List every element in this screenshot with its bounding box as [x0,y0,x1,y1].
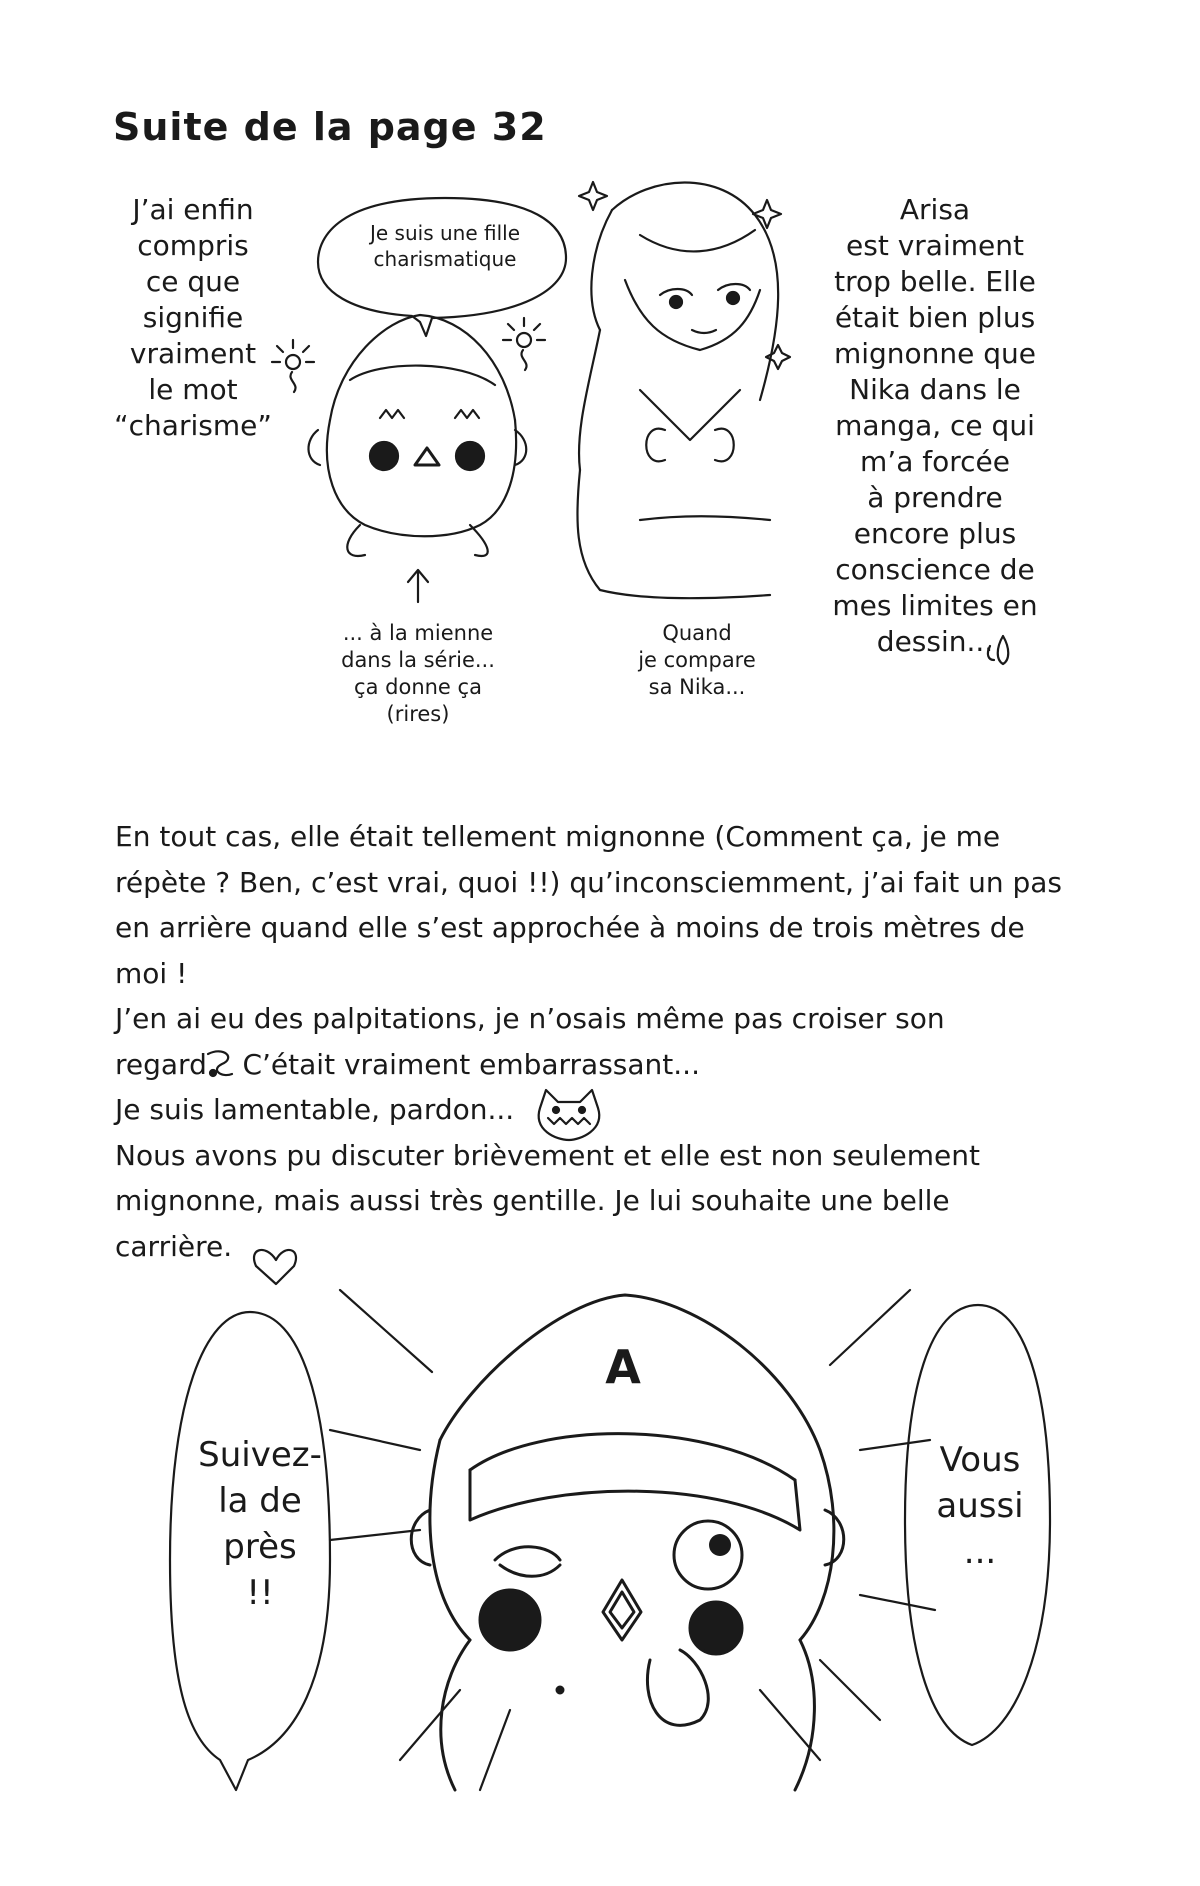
bubble-line: près [223,1527,297,1567]
bubble-line: ... [963,1532,997,1572]
bubble-line: la de [218,1481,302,1521]
caption-line: ... à la mienne [342,621,494,645]
page-title: Suite de la page 32 [113,105,547,149]
note-line: est vraiment [846,229,1024,262]
note-line: le mot [148,373,238,406]
caption-line: (rires) [386,702,450,726]
note-line: Arisa [899,193,971,226]
note-line: Nika dans le [849,373,1021,406]
note-line: mes limites en [832,589,1038,622]
left-note [98,192,288,444]
note-line: m’a forcée [860,445,1010,478]
note-line: mignonne que [833,337,1037,370]
body-text [115,814,1075,1269]
note-line: J’ai enfin [132,193,254,226]
note-line: à prendre [867,481,1003,514]
body-paragraph: Je suis lamentable, pardon... [115,1093,515,1126]
caption-mine [318,620,518,728]
note-line: manga, ce qui [835,409,1035,442]
bubble-line: !! [246,1573,274,1613]
note-line: dessin... [876,625,994,658]
note-line: était bien plus [834,301,1036,334]
speech-line: Je suis une fille [369,221,521,245]
caption-line: dans la série... [341,648,495,672]
note-line: “charisme” [114,409,272,442]
bubble-line: aussi [936,1486,1024,1526]
body-paragraph: En tout cas, elle était tellement mignonne (Comment ça, je me répète ? Ben, c’est vrai, quoi !!) qu’inconsciemment, j’ai fait un pas en arrière quand elle s’est approchée à moins de trois mètres de moi ! [115,820,1062,990]
body-sentence: C’était vraiment embarrassant... [242,1047,700,1081]
caption-line: sa Nika... [648,675,746,699]
body-paragraph [115,996,1075,1087]
note-line: trop belle. Elle [834,265,1036,298]
speech-top-text [330,220,560,272]
right-note [820,192,1050,660]
note-line: ce que [145,265,241,298]
note-line: vraiment [129,337,257,370]
note-line: signifie [142,301,244,334]
bubble-right-text [905,1437,1055,1575]
bubble-left-text [175,1432,345,1616]
note-line: conscience de [835,553,1035,586]
bubble-line: Suivez- [198,1435,322,1475]
note-line: compris [137,229,249,262]
chibi-mascot-small [308,315,526,556]
body-sentence: J’en ai eu des palpitations, je n’osais même pas croiser son regard [115,1002,945,1081]
caption-hers [612,620,782,701]
up-arrow-icon [408,570,428,602]
lightbulb-icon [503,318,545,370]
caption-line: ça donne ça [354,675,482,699]
speech-line: charismatique [373,247,517,271]
sparkle-icon [579,182,790,369]
note-line: encore plus [853,517,1017,550]
caption-line: je compare [638,648,756,672]
bubble-line: Vous [939,1440,1021,1480]
caption-line: Quand [662,621,732,645]
hood-letter: A [605,1340,641,1394]
body-paragraph: Nous avons pu discuter brièvement et elle est non seulement mignonne, mais aussi très gentille. Je lui souhaite une belle carrière. [115,1138,980,1263]
arisa-portrait [577,183,778,599]
